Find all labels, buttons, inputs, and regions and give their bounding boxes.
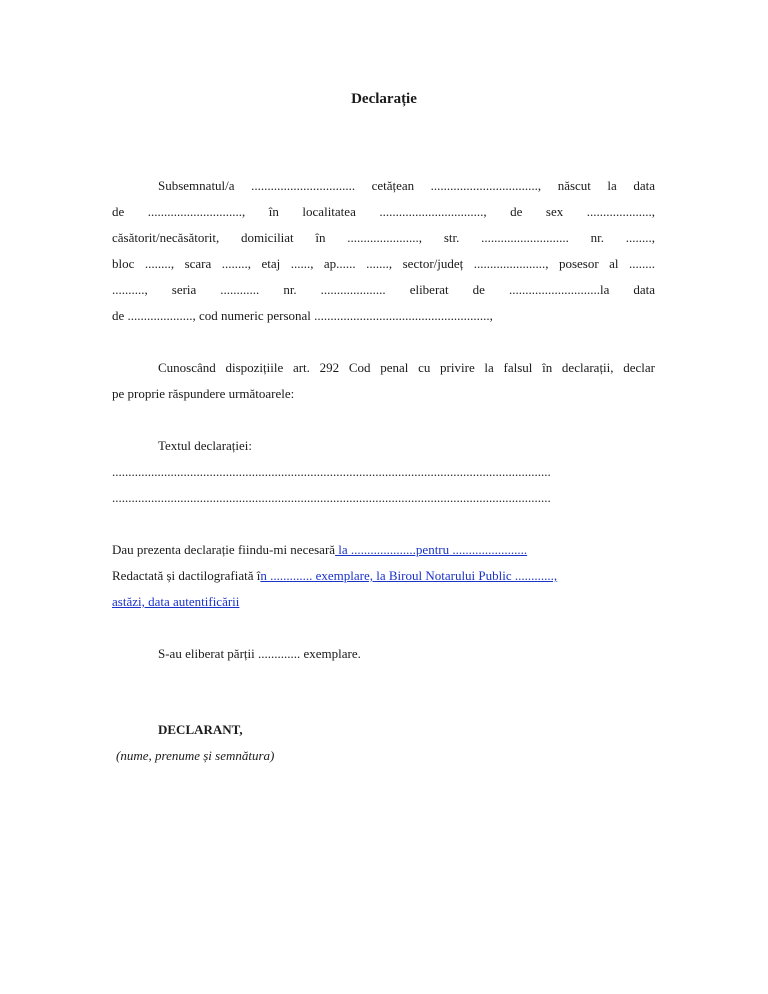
purpose-line — [112, 541, 655, 559]
legal-notice-line: Cunoscând dispozițiile art. 292 Cod penal cu privire la falsul în declarații, declar — [158, 360, 655, 375]
intro-line: căsătorit/necăsătorit, domiciliat în ......................, str. ........................... nr. ........, — [112, 230, 655, 245]
intro-line: .........., seria ............ nr. .................... eliberat de ............................la data — [112, 282, 655, 297]
dotted-line: ....................................................................................................................................... — [112, 464, 551, 479]
authentication-date-link[interactable]: astăzi, data autentificării — [112, 594, 240, 609]
drafted-text: Redactată și dactilografiată î — [112, 568, 261, 583]
legal-notice-line: pe proprie răspundere următoarele: — [112, 386, 295, 401]
drafted-link[interactable]: n ............. exemplare, la Biroul Notarului Public ............, — [260, 568, 558, 583]
purpose-link[interactable]: la ....................pentru ....................... — [335, 542, 528, 557]
copies-issued-line: S-au eliberat părții ............. exemplare. — [158, 646, 361, 661]
intro-line: bloc ........, scara ........, etaj ......, ap...... ......., sector/județ ......................, posesor al ........ — [112, 256, 655, 271]
declarant-heading: DECLARANT, — [158, 722, 243, 737]
declaration-text-label: Textul declarației: — [158, 438, 253, 453]
dotted-line: ....................................................................................................................................... — [112, 490, 551, 505]
drafted-line-2 — [112, 593, 655, 611]
purpose-text: Dau prezenta declarație fiindu-mi necesară — [112, 542, 336, 557]
drafted-line — [112, 567, 655, 585]
intro-line: de ...................., cod numeric personal ......................................................, — [112, 308, 493, 323]
intro-line: de ............................., în localitatea ................................, de sex ...................., — [112, 204, 655, 219]
intro-line: Subsemnatul/a ................................ cetățean ................................., născut la data — [158, 178, 655, 193]
declarant-note: (nume, prenume și semnătura) — [116, 748, 275, 763]
document-title: Declarație — [351, 91, 417, 107]
